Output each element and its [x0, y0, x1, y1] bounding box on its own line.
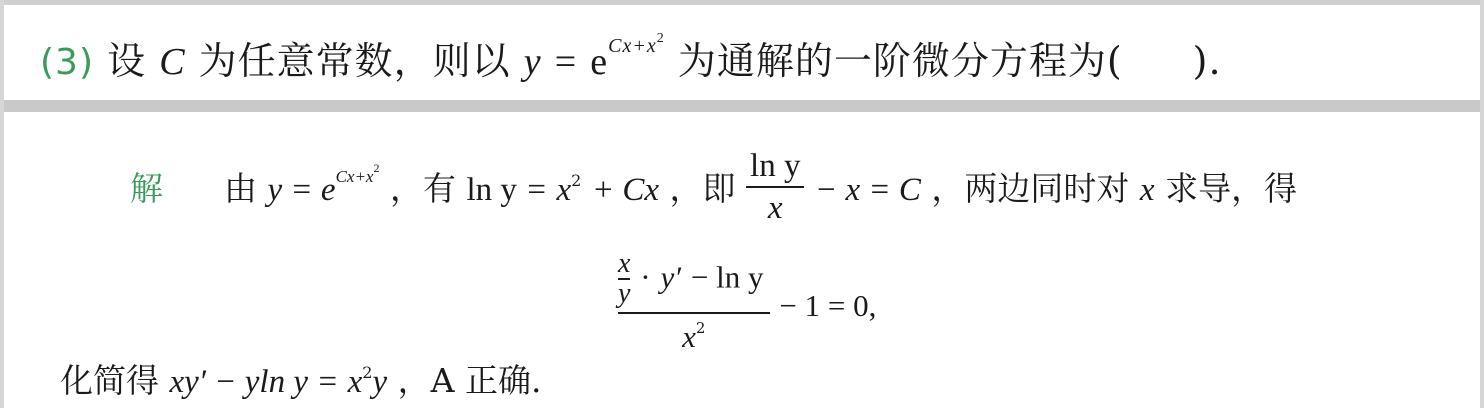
s1-frac-den: x: [767, 190, 783, 226]
s3-rhs-square: 2: [362, 363, 373, 382]
s1-rhs-square: 2: [571, 171, 582, 190]
question-number: (3): [40, 42, 94, 83]
top-border: [0, 0, 1484, 5]
exponent: Cx+x2: [608, 31, 665, 57]
display-equation: [618, 250, 876, 365]
s1-text-2: ，有: [389, 169, 456, 208]
s1-rhs-x: x: [556, 172, 572, 208]
question-text-before: 设: [107, 39, 147, 83]
var-y: y: [523, 41, 542, 83]
equals-sign: =: [554, 41, 578, 83]
inner-fraction: [618, 250, 630, 308]
s3-text-1: 化简得: [60, 361, 159, 400]
s1-text-5: 求导，得: [1165, 169, 1298, 208]
den-square: 2: [695, 319, 706, 337]
den-x: x: [682, 319, 696, 354]
s3-expr-lhs: xy′ − yln y: [169, 364, 308, 400]
s1-rhs-tail: + Cx: [591, 172, 660, 208]
s1-exponent-square: 2: [373, 161, 380, 175]
question-line: [40, 30, 1222, 85]
s1-text-1: 由: [224, 169, 257, 208]
s3-rhs-x: x: [347, 364, 363, 400]
big-denominator: [618, 314, 770, 365]
s1-text-3: ，即: [669, 169, 736, 208]
s3-text-2: ，A 正确.: [397, 361, 542, 400]
big-fraction: [618, 250, 770, 365]
right-border: [1480, 0, 1484, 408]
big-numerator: [618, 250, 770, 314]
s1-exponent: Cx+x2: [335, 161, 380, 186]
inner-num: x: [618, 248, 631, 279]
minus-ln-y: − ln y: [690, 259, 764, 295]
solution-label: 解: [130, 169, 163, 208]
s1-frac-num: ln y: [746, 146, 804, 188]
s3-eq: =: [318, 364, 338, 400]
s1-text-4: ，两边同时对: [931, 169, 1130, 208]
s1-fraction: [746, 146, 804, 228]
dot-operator: ·: [640, 259, 651, 295]
exponent-square: 2: [656, 31, 665, 46]
s1-var: x: [1139, 172, 1155, 208]
s1-y-expr: y = e: [267, 172, 336, 208]
s1-after-frac: − x = C: [814, 172, 921, 208]
left-border: [0, 0, 4, 408]
question-text-mid: 为任意常数，则以: [198, 39, 511, 83]
s1-ln-lhs: ln y: [466, 172, 517, 208]
inner-den: y: [618, 278, 631, 309]
solution-line-1: [130, 150, 1297, 232]
display-tail: − 1 = 0,: [779, 288, 877, 323]
y-prime: y′: [660, 259, 682, 295]
s3-rhs-y: y: [372, 364, 388, 400]
s1-eq: =: [527, 172, 547, 208]
exp-base: e: [590, 41, 609, 83]
constant-c: C: [159, 41, 186, 83]
blank-close: ).: [1192, 39, 1222, 83]
solution-line-3: [60, 355, 541, 402]
section-divider: [0, 100, 1484, 112]
question-text-after: 为通解的一阶微分方程为(: [677, 39, 1123, 83]
